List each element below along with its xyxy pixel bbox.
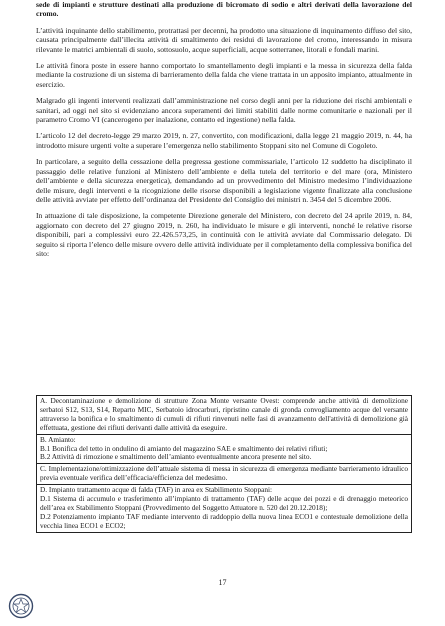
table-cell-b — [37, 434, 412, 464]
paragraph-2: L’attività inquinante dello stabilimento, protrattasi per decenni, ha prodotto una situazione di inquinamento diffuso del sito, causata principalmente dall’illecita attività di smaltimento dei residui di lavorazione del cromo, interessando in misura rilevante le matrici ambientali di suolo, sottosuolo, acque superficiali, acque sotterranee, litorali e fondali marini. — [36, 25, 412, 54]
table-row — [37, 396, 412, 435]
paragraph-3: Le attività finora poste in essere hanno comportato lo smantellamento degli impianti e la messa in sicurezza della falda mediante la costruzione di un sistema di barrieramento della falda che viene trattata in un apposito impianto, attualmente in esercizio. — [36, 61, 412, 89]
table-row — [37, 485, 412, 533]
table-cell-d — [37, 485, 412, 533]
paragraph-6: In particolare, a seguito della cessazione della pregressa gestione commissariale, l’articolo 12 suddetto ha disciplinato il passaggio delle relative funzioni al Ministero dell’ambiente e della tutela del territorio e del mare (ora, Ministero dell’ambiente e della sicurezza energetica), demandando ad un provvedimento del Ministro medesimo l’individuazione delle misure, degli interventi e la ricognizione delle risorse disponibili a legislazione vigente finalizzate alla conclusione delle attività avviate per effetto dell’ordinanza del Presidente del Consiglio dei ministri n. 3454 del 5 dicembre 2006. — [36, 157, 412, 204]
table-line-b-heading: B. Amianto: — [40, 434, 76, 444]
paragraph-5: L’articolo 12 del decreto-legge 29 marzo 2019, n. 27, convertito, con modificazioni, dalla legge 21 maggio 2019, n. 44, ha introdotto misure urgenti volte a superare l’emergenza nello stabilimento Stoppani sito nel Comune di Cogoleto. — [36, 131, 412, 150]
table-line-d2: D.2 Potenziamento impianto TAF mediante intervento di raddoppio della nuova linea ECO1 e contestuale demolizione della vecchia linea ECO1 e ECO2; — [40, 511, 408, 530]
table-row — [37, 434, 412, 464]
document-body — [36, 0, 412, 265]
table-line-d1: D.1 Sistema di accumulo e trasferimento all’impianto di trattamento (TAF) delle acque dei pozzi e di drenaggio meteorico dell’area ex Stabilimento Stoppani (Provvedimento del Soggetto Attuatore n. 520 del 20.12.2018); — [40, 494, 408, 512]
paragraph-1: sede di impianti e strutture destinati alla produzione di bicromato di sodio e altri derivati della lavorazione del cromo. — [36, 0, 412, 19]
page-number: 17 — [218, 578, 227, 587]
table-cell-c: C. Implementazione/ottimizzazione dell’attuale sistema di messa in sicurezza di emergenza mediante barrieramento idraulico previa eventuale verifica dell’efficacia/efficienza del medesimo. — [37, 464, 412, 485]
table-line-d-heading: D. Impianto trattamento acque di falda (TAF) in area ex Stabilimento Stoppani: — [40, 485, 273, 495]
measures-table — [36, 395, 412, 533]
table-line-b1: B.1 Bonifica del tetto in ondulino di amianto del magazzino SAE e smaltimento dei relativi rifiuti; — [40, 443, 328, 453]
paragraph-7: In attuazione di tale disposizione, la competente Direzione generale del Ministero, con decreto del 24 aprile 2019, n. 84, aggiornato con decreto del 27 giugno 2019, n. 260, ha individuato le misure e gli interventi, nonché le relative risorse disponibili, pari a complessivi euro 22.426.573,25, in continuità con le attività avviate dal Commissario delegato. Di seguito si riporta l’elenco delle misure ovvero delle attività individuate per il completamento della complessiva bonifica del sito: — [36, 211, 412, 258]
paragraph-4: Malgrado gli ingenti interventi realizzati dall’amministrazione nel corso degli anni per la riduzione dei rischi ambientali e sanitari, ad oggi nel sito si evidenziano ancora superamenti dei limiti stabiliti dalle norme comunitarie e nazionali per il parametro Cromo VI (cancerogeno per inalazione, contatto ed ingestione) nella falda. — [36, 96, 412, 125]
emblem-logo-icon — [8, 593, 34, 619]
table-row — [37, 464, 412, 485]
table-line-b2: B.2 Attività di rimozione e smaltimento dell’amianto eventualmente ancora presente nel sito. — [40, 452, 312, 462]
table-cell-a: A. Decontaminazione e demolizione di strutture Zona Monte versante Ovest: comprende anche attività di demolizione serbatoi S12, S13, S14, Reparto MIC, Serbatoio idrocarburi, ripristino canale di gronda convogliamento acque del versante attraverso la bonifica e lo smaltimento di cumuli di rifiuti rinvenuti nelle fasi di avanzamento dell'attività di demolizione già effettuata, gestione dei rifiuti derivanti dalle attività da eseguire. — [37, 396, 412, 435]
